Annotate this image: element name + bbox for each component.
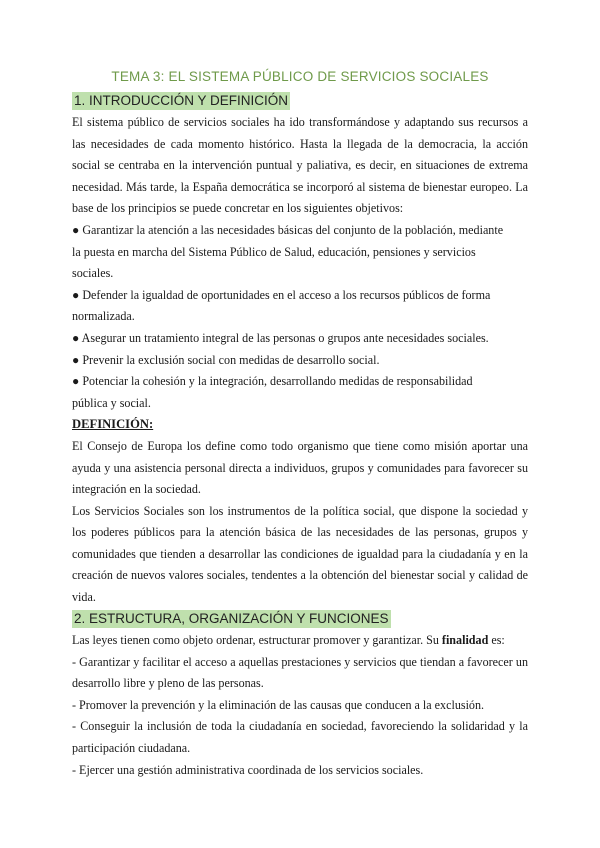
purpose-lead — [72, 630, 528, 652]
purpose-item: - Conseguir la inclusión de toda la ciudadanía en sociedad, favoreciendo la solidaridad y la participación ciudadana. — [72, 719, 528, 755]
definition-paragraph-2: Los Servicios Sociales son los instrumentos de la política social, que dispone la sociedad y los poderes públicos para la atención básica de las necesidades de las personas, grupos y comunidades que tienden a desarrollar las condiciones de igualdad para la ciudadanía y en la creación de nuevos valores sociales, tendentes a la obtención del bienestar social y calidad de vida. — [72, 503, 528, 605]
purpose-item: - Promover la prevención y la eliminación de las causas que conducen a la exclusión. — [72, 697, 485, 712]
definition-label: DEFINICIÓN: — [72, 417, 154, 432]
bullet-line: normalizada. — [72, 309, 135, 324]
intro-paragraph: El sistema público de servicios sociales ha ido transformándose y adaptando sus recursos a las necesidades de cada momento histórico. Hasta la llegada de la democracia, la acción social se centraba en la intervención puntual y paliativa, es decir, en situaciones de extrema necesidad. Más tarde, la España democrática se incorporó al sistema de bienestar europeo. La base de los principios se puede concretar en los siguientes objetivos: — [72, 115, 528, 216]
document-title: TEMA 3: EL SISTEMA PÚBLICO DE SERVICIOS SOCIALES — [111, 69, 489, 84]
section-1-body — [72, 112, 528, 609]
bullet-item — [72, 350, 528, 372]
purpose-item: - Ejercer una gestión administrativa coordinada de los servicios sociales. — [72, 762, 424, 777]
bullet-line: la puesta en marcha del Sistema Público de Salud, educación, pensiones y servicios — [72, 244, 476, 259]
bullet-item — [72, 285, 528, 328]
bullet-line: ● Garantizar la atención a las necesidades básicas del conjunto de la población, mediante — [72, 222, 504, 237]
bullet-line: ● Asegurar un tratamiento integral de las personas o grupos ante necesidades sociales. — [72, 330, 489, 345]
bullet-line: ● Prevenir la exclusión social con medidas de desarrollo social. — [72, 352, 380, 367]
section-2-heading: 2. ESTRUCTURA, ORGANIZACIÓN Y FUNCIONES — [74, 611, 389, 626]
definition-paragraph-1: El Consejo de Europa los define como todo organismo que tiene como misión aportar una ayuda y una asistencia personal directa a individuos, grupos y comunidades para favorecer su integración en la sociedad. — [72, 438, 528, 497]
bullet-line: sociales. — [72, 266, 114, 281]
lead-text-end: es: — [488, 633, 505, 647]
purpose-item: - Garantizar y facilitar el acceso a aquellas prestaciones y servicios que tiendan a favorecer un desarrollo libre y pleno de las personas. — [72, 654, 528, 691]
bullet-line: pública y social. — [72, 395, 151, 410]
bullet-item — [72, 328, 528, 350]
bullet-line: ● Defender la igualdad de oportunidades en el acceso a los recursos públicos de forma — [72, 287, 491, 302]
lead-text: Las leyes tienen como objeto ordenar, estructurar promover y garantizar. Su — [72, 633, 442, 647]
bullet-item — [72, 371, 528, 414]
section-2-body — [72, 630, 528, 781]
section-1-heading: 1. INTRODUCCIÓN Y DEFINICIÓN — [74, 93, 289, 108]
bullet-line: ● Potenciar la cohesión y la integración, desarrollando medidas de responsabilidad — [72, 374, 473, 389]
bullet-item — [72, 220, 528, 285]
lead-bold: finalidad — [441, 633, 489, 647]
